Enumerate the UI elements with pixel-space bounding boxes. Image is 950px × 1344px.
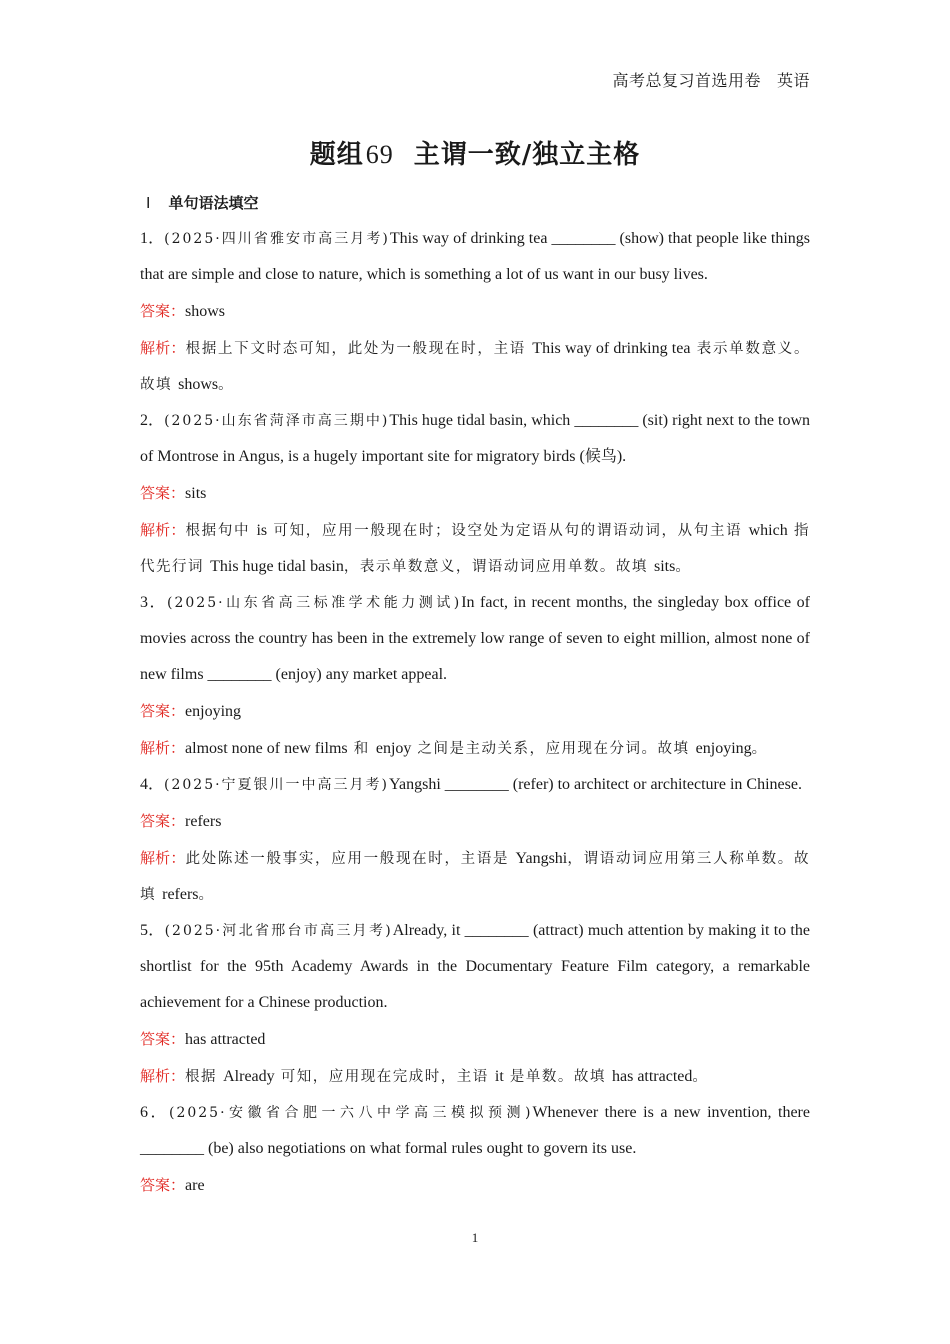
analysis-text: is xyxy=(256,522,268,539)
analysis-text: 可知，应用现在完成时，主语 xyxy=(274,1069,495,1085)
question-stem: This huge tidal basin, which ________ (sit) right next to the town of Montrose in Angus, is a hugely important site for migratory birds (候鸟). xyxy=(140,412,810,465)
question-source: (2025·河北省邢台市高三月考) xyxy=(164,923,393,939)
question-number: 5． xyxy=(140,922,165,939)
analysis-text: 表示单数意义。故填 xyxy=(140,341,810,393)
question-item xyxy=(140,403,810,475)
question-item xyxy=(140,585,810,693)
analysis-text: 根据上下文时态可知，此处为一般现在时，主语 xyxy=(185,341,533,357)
question-item xyxy=(140,913,810,1021)
question-source: (2025·宁夏银川一中高三月考) xyxy=(164,777,390,793)
question-number: 6． xyxy=(140,1104,169,1121)
analysis-label: 解析： xyxy=(140,1067,186,1085)
question-source: (2025·安徽省合肥一六八中学高三模拟预测) xyxy=(169,1105,533,1121)
answer-line xyxy=(140,1021,810,1058)
question-stem: This way of drinking tea ________ (show) that people like things that are simple and close to nature, which is something a lot of us want in our busy lives. xyxy=(140,230,810,283)
analysis-text: 可知，应用一般现在时；设空处为定语从句的谓语动词，从句主语 xyxy=(267,523,749,539)
analysis-line xyxy=(140,840,810,913)
question-stem: In fact, in recent months, the singleday box office of movies across the country has been in the extremely low range of seven to eight million, almost none of new films ________ (enjoy) any market appeal. xyxy=(140,594,810,683)
answer-line xyxy=(140,693,810,730)
analysis-text: Already xyxy=(223,1068,275,1085)
answer-text: has attracted xyxy=(185,1031,266,1048)
analysis-text: 之间是主动关系，应用现在分词。故填 xyxy=(411,741,696,757)
analysis-text: has attracted xyxy=(611,1068,693,1085)
question-number: 4． xyxy=(140,776,165,793)
page-title xyxy=(0,134,950,171)
analysis-line xyxy=(140,1058,810,1095)
running-header xyxy=(612,68,810,91)
analysis-text: ，表示单数意义，谓语动词应用单数。故填 xyxy=(343,559,654,575)
question-source: (2025·山东省菏泽市高三期中) xyxy=(164,413,390,429)
analysis-label: 解析： xyxy=(140,339,186,357)
analysis-line xyxy=(140,330,810,403)
section-label: 单句语法填空 xyxy=(168,194,259,212)
analysis-text: ，谓语动词应用第三人称单数。故填 xyxy=(140,851,810,903)
question-source: (2025·四川省雅安市高三月考) xyxy=(164,231,390,247)
question-stem: Already, it ________ (attract) much attention by making it to the shortlist for the 95th Academy Awards in the Documentary Feature Film category, a remarkable achievement for a Chinese production. xyxy=(140,922,810,1011)
analysis-text: sits xyxy=(653,558,676,575)
analysis-label: 解析： xyxy=(140,739,186,757)
title-topic: 主谓一致/独立主格 xyxy=(413,140,641,170)
question-stem: Whenever there is a new invention, there ________ (be) also negotiations on what formal rules ought to govern its use. xyxy=(140,1104,810,1157)
analysis-text: almost none of new films xyxy=(185,740,348,757)
analysis-text: 。 xyxy=(751,741,768,757)
answer-line xyxy=(140,293,810,330)
analysis-label: 解析： xyxy=(140,849,186,867)
question-list xyxy=(140,186,810,1204)
question-item xyxy=(140,221,810,293)
analysis-text: 。 xyxy=(675,559,692,575)
section-heading xyxy=(140,186,810,221)
analysis-line xyxy=(140,730,810,767)
question-number: 1． xyxy=(140,230,165,247)
answer-label: 答案： xyxy=(140,1176,186,1194)
analysis-text: This huge tidal basin xyxy=(210,558,344,575)
answer-line xyxy=(140,1167,810,1204)
analysis-text: This way of drinking tea xyxy=(532,340,691,357)
analysis-text: 此处陈述一般事实，应用一般现在时，主语是 xyxy=(185,851,516,867)
analysis-text: shows xyxy=(178,376,219,393)
title-prefix: 题组 xyxy=(309,140,364,170)
analysis-label: 解析： xyxy=(140,521,186,539)
answer-text: enjoying xyxy=(185,703,242,720)
question-number: 2． xyxy=(140,412,165,429)
header-subject: 英语 xyxy=(776,73,810,90)
question-number: 3． xyxy=(140,594,168,611)
analysis-text: 。 xyxy=(198,887,215,903)
analysis-text: 。 xyxy=(218,377,235,393)
question-stem: Yangshi ________ (refer) to architect or architecture in Chinese. xyxy=(389,776,802,793)
answer-line xyxy=(140,475,810,512)
answer-label: 答案： xyxy=(140,1030,186,1048)
question-item xyxy=(140,767,810,803)
analysis-text: 是单数。故填 xyxy=(503,1069,612,1085)
analysis-text: 。 xyxy=(692,1069,709,1085)
analysis-text: enjoy xyxy=(375,740,412,757)
analysis-text: 根据句中 xyxy=(185,523,257,539)
answer-line xyxy=(140,803,810,840)
answer-text: refers xyxy=(185,813,222,830)
header-book: 高考总复习首选用卷 xyxy=(612,73,761,90)
section-numeral: Ⅰ xyxy=(146,196,151,212)
answer-label: 答案： xyxy=(140,812,186,830)
question-item xyxy=(140,1095,810,1167)
question-source: (2025·山东省高三标准学术能力测试) xyxy=(167,595,462,611)
analysis-text: 指代先行词 xyxy=(140,523,811,575)
answer-text: sits xyxy=(185,485,207,502)
answer-text: shows xyxy=(185,303,226,320)
analysis-text: Yangshi xyxy=(515,850,568,867)
answer-text: are xyxy=(185,1177,205,1194)
analysis-text: which xyxy=(748,522,788,539)
answer-label: 答案： xyxy=(140,484,186,502)
answer-label: 答案： xyxy=(140,302,186,320)
analysis-line xyxy=(140,512,810,585)
analysis-text: 和 xyxy=(347,741,376,757)
analysis-text: refers xyxy=(162,886,199,903)
analysis-text: 根据 xyxy=(185,1069,224,1085)
analysis-text: it xyxy=(494,1068,504,1085)
page-number: 1 xyxy=(471,1230,479,1245)
answer-label: 答案： xyxy=(140,702,186,720)
analysis-text: enjoying xyxy=(695,740,752,757)
title-number: 69 xyxy=(365,140,394,169)
